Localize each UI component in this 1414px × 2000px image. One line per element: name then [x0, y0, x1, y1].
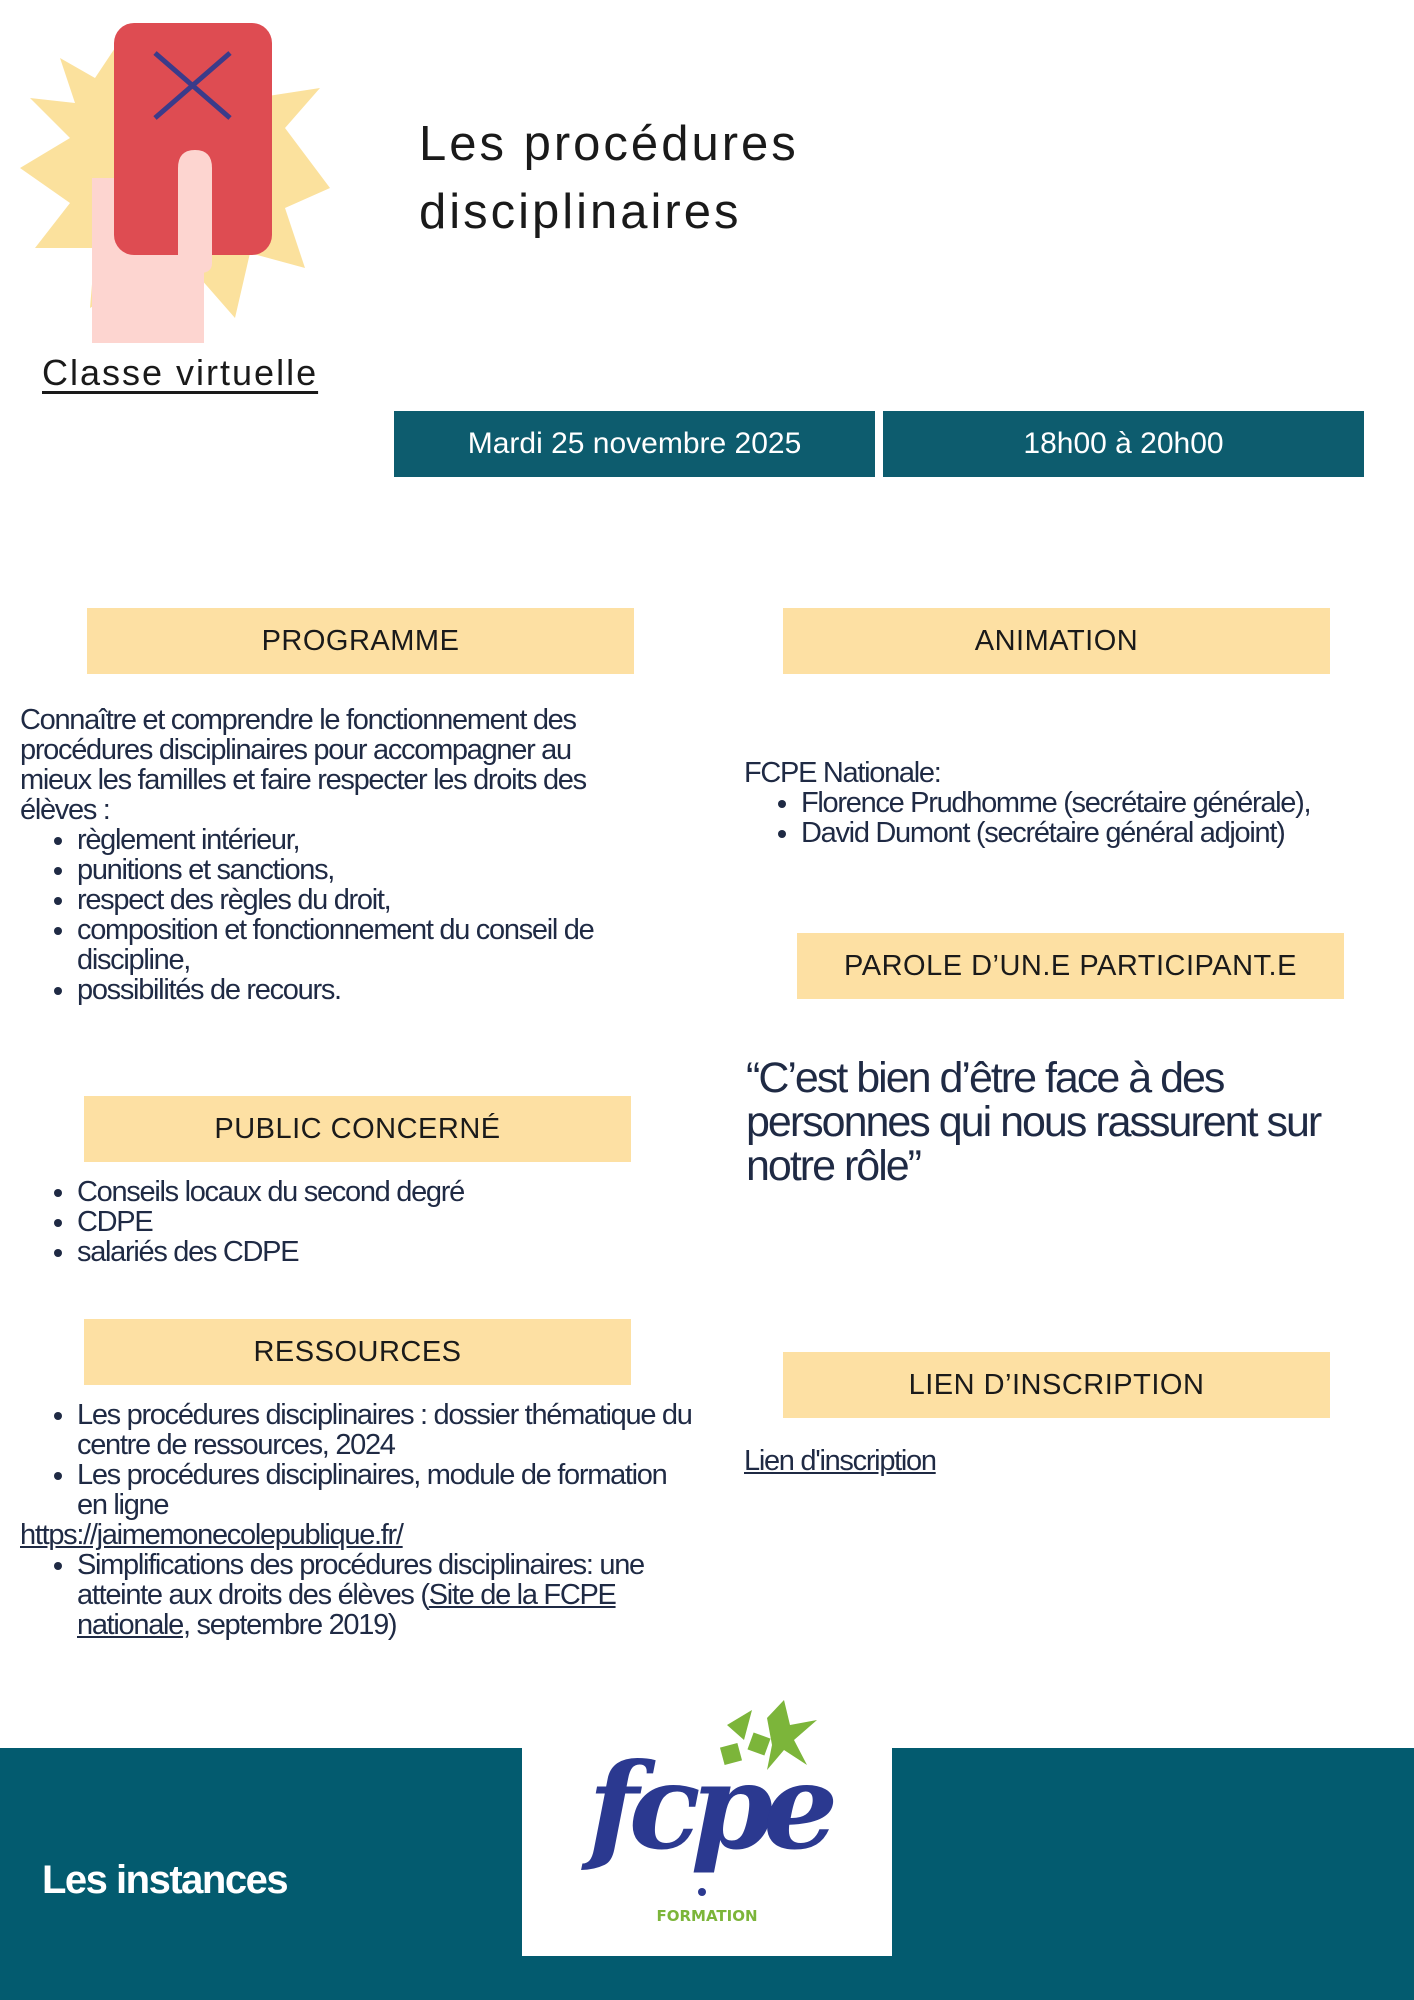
- ressources-heading: [84, 1319, 631, 1385]
- public-item: • CDPE: [77, 1207, 645, 1237]
- public-section: [20, 1177, 645, 1267]
- time-banner: [883, 411, 1364, 477]
- ressources-list: [20, 1400, 700, 1520]
- programme-item: • respect des règles du droit,: [77, 885, 645, 915]
- animation-org: FCPE Nationale:: [744, 757, 941, 789]
- fcpe-logo-text: fcpe: [588, 1737, 829, 1876]
- title-line-2: disciplinaires: [419, 185, 742, 239]
- programme-heading-text: PROGRAMME: [261, 624, 460, 657]
- ressource-url-link[interactable]: https://jaimemonecolepublique.fr/: [20, 1519, 403, 1551]
- red-card-illustration: [20, 18, 340, 343]
- animation-person: • Florence Prudhomme (secrétaire générale),: [801, 788, 1404, 818]
- inscription-link[interactable]: Lien d'inscription: [744, 1445, 936, 1477]
- ressource-item3-suffix: , septembre 2019): [183, 1609, 397, 1641]
- title-line-1: Les procédures: [419, 117, 799, 171]
- date-banner: [394, 411, 875, 477]
- testimony-heading-text: PAROLE D’UN.E PARTICIPANT.E: [844, 949, 1297, 982]
- programme-intro: Connaître et comprendre le fonctionnement des procédures disciplinaires pour accompagner au mieux les familles et faire respecter les droits des élèves :: [20, 704, 586, 826]
- animation-heading: [783, 608, 1330, 674]
- animation-person: • David Dumont (secrétaire général adjoint): [801, 818, 1404, 848]
- testimony-heading: [797, 933, 1344, 999]
- testimony-quote: “C’est bien d’être face à des personnes qui nous rassurent sur notre rôle”: [746, 1054, 1321, 1190]
- page-title: [419, 110, 1119, 246]
- red-card-icon: [20, 18, 340, 343]
- public-item: • Conseils locaux du second degré: [77, 1177, 645, 1207]
- ressources-heading-text: RESSOURCES: [253, 1335, 462, 1368]
- inscription-heading: [783, 1352, 1330, 1418]
- ressource-item3-text: Simplifications des procédures disciplinaires: une atteinte aux droits des élèves (: [77, 1549, 644, 1611]
- programme-heading: [87, 608, 634, 674]
- ressource-item: • Les procédures disciplinaires : dossier thématique du centre de ressources, 2024: [77, 1400, 700, 1460]
- public-heading-text: PUBLIC CONCERNÉ: [214, 1112, 501, 1145]
- animation-heading-text: ANIMATION: [974, 624, 1139, 657]
- inscription-heading-text: LIEN D’INSCRIPTION: [908, 1368, 1205, 1401]
- programme-item: • possibilités de recours.: [77, 975, 645, 1005]
- fcpe-site-link[interactable]: Site de la FCPE nationale: [77, 1579, 616, 1641]
- animation-list: [744, 788, 1404, 848]
- public-item: • salariés des CDPE: [77, 1237, 645, 1267]
- fcpe-logo: [522, 1700, 892, 1956]
- programme-item: • punitions et sanctions,: [77, 855, 645, 885]
- animation-section: [744, 758, 1404, 848]
- date-text: Mardi 25 novembre 2025: [467, 427, 802, 460]
- public-heading: [84, 1096, 631, 1162]
- footer-title: Les instances: [42, 1858, 288, 1902]
- public-list: [20, 1177, 645, 1267]
- event-format-label: Classe virtuelle: [42, 352, 319, 393]
- fcpe-logo-subtext: FORMATION: [656, 1907, 758, 1925]
- ressource-item: • Les procédures disciplinaires, module de formation en ligne: [77, 1460, 700, 1520]
- programme-item: • règlement intérieur,: [77, 825, 645, 855]
- ressources-section: [20, 1400, 700, 1640]
- programme-section: [20, 705, 645, 1005]
- time-text: 18h00 à 20h00: [1023, 427, 1224, 460]
- fcpe-logo-box: [522, 1700, 892, 1956]
- ressources-list-2: [20, 1550, 700, 1640]
- ressource-item: [77, 1550, 700, 1640]
- programme-item: • composition et fonctionnement du conseil de discipline,: [77, 915, 645, 975]
- programme-list: [20, 825, 645, 1005]
